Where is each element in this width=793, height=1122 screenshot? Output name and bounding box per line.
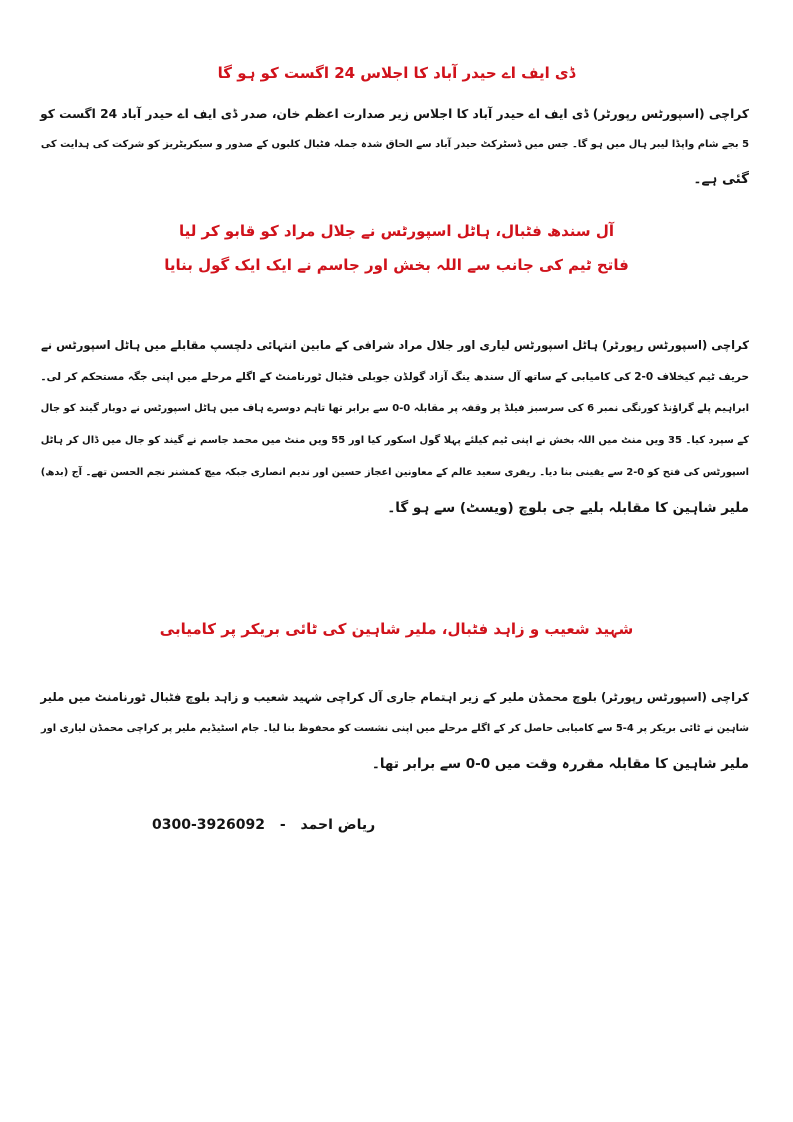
article2-line: اسپورٹس کی فتح کو 0-2 سے یقینی بنا دیا۔ ریفری سعید عالم کے معاونین اعجاز حسین اور ندیم انصاری جبکہ میچ کمشنر نجم الحسن تھے۔ آج (بدھ) bbox=[40, 467, 749, 478]
article3-headline: شہید شعیب و زاہد فٹبال، ملیر شاہین کی ٹائی بریکر پر کامیابی bbox=[159, 620, 634, 638]
article2-line: حریف ٹیم کیخلاف 0-2 کی کامیابی کے ساتھ آل سندھ ینگ آزاد گولڈن جوبلی فٹبال ٹورنامنٹ کے اگلے مرحلے میں اپنی جگہ مستحکم کر لی۔ bbox=[40, 371, 749, 383]
article3-line: شاہین نے ٹائی بریکر پر 4-5 سے کامیابی حاصل کر کے اگلے مرحلے میں اپنی نشست کو محفوظ بنا لیا۔ جام اسٹیڈیم ملیر پر کراچی محمڈن لیاری اور bbox=[40, 723, 749, 734]
article1-line: کراچی (اسپورٹس رپورٹر) ڈی ایف اے حیدر آباد کا اجلاس زیر صدارت اعظم خان، صدر ڈی ایف اے حیدر آباد 24 اگست کو bbox=[40, 107, 749, 121]
article1-headline: ڈی ایف اے حیدر آباد کا اجلاس 24 اگست کو ہو گا bbox=[217, 64, 576, 82]
signature-phone: 0300-3926092 bbox=[152, 817, 265, 833]
article2-line: کراچی (اسپورٹس رپورٹر) ہاٹل اسپورٹس لیاری اور جلال مراد شرافی کے مابین انتہائی دلچسپ مقابلے میں ہاٹل اسپورٹس نے bbox=[41, 338, 749, 352]
article1-line: 5 بجے شام واپڈا لیبر ہال میں ہو گا۔ جس میں ڈسٹرکٹ حیدر آباد سے الحاق شدہ جملہ فٹبال کلبوں کے صدور و سیکریٹریز کو شرکت کی ہدایت کی bbox=[40, 139, 749, 150]
article2-line: ملیر شاہین کا مقابلہ بلیے جی بلوچ (ویسٹ) سے ہو گا۔ bbox=[387, 500, 749, 516]
signature-separator: - bbox=[279, 817, 286, 833]
article2-headline: آل سندھ فٹبال، ہاٹل اسپورٹس نے جلال مراد کو قابو کر لیا bbox=[178, 222, 615, 240]
article3-line: کراچی (اسپورٹس رپورٹر) بلوچ محمڈن ملیر کے زیر اہتمام جاری آل کراچی شہید شعیب و زاہد بلوچ فٹبال ٹورنامنٹ میں ملیر bbox=[40, 690, 749, 704]
signature bbox=[152, 818, 382, 832]
article3-line: ملیر شاہین کا مقابلہ مقررہ وقت میں 0-0 سے برابر تھا۔ bbox=[371, 756, 749, 772]
article2-line: کے سپرد کیا۔ 35 ویں منٹ میں اللہ بخش نے اپنی ٹیم کیلئے پہلا گول اسکور کیا اور 55 ویں منٹ میں محمد جاسم نے گیند کو جال میں ڈال کر ہاٹل bbox=[40, 435, 749, 446]
article2-subheadline: فاتح ٹیم کی جانب سے اللہ بخش اور جاسم نے ایک ایک گول بنایا bbox=[164, 256, 629, 274]
signature-name: ریاض احمد bbox=[300, 817, 376, 833]
article1-line: گئی ہے۔ bbox=[693, 171, 749, 187]
article2-line: ابراہیم پلے گراؤنڈ کورنگی نمبر 6 کی سرسبز فیلڈ پر وقفہ پر مقابلہ 0-0 سے برابر تھا تاہم دوسرے ہاف میں ہاٹل اسپورٹس نے دوبار گیند کو جال bbox=[40, 403, 749, 414]
